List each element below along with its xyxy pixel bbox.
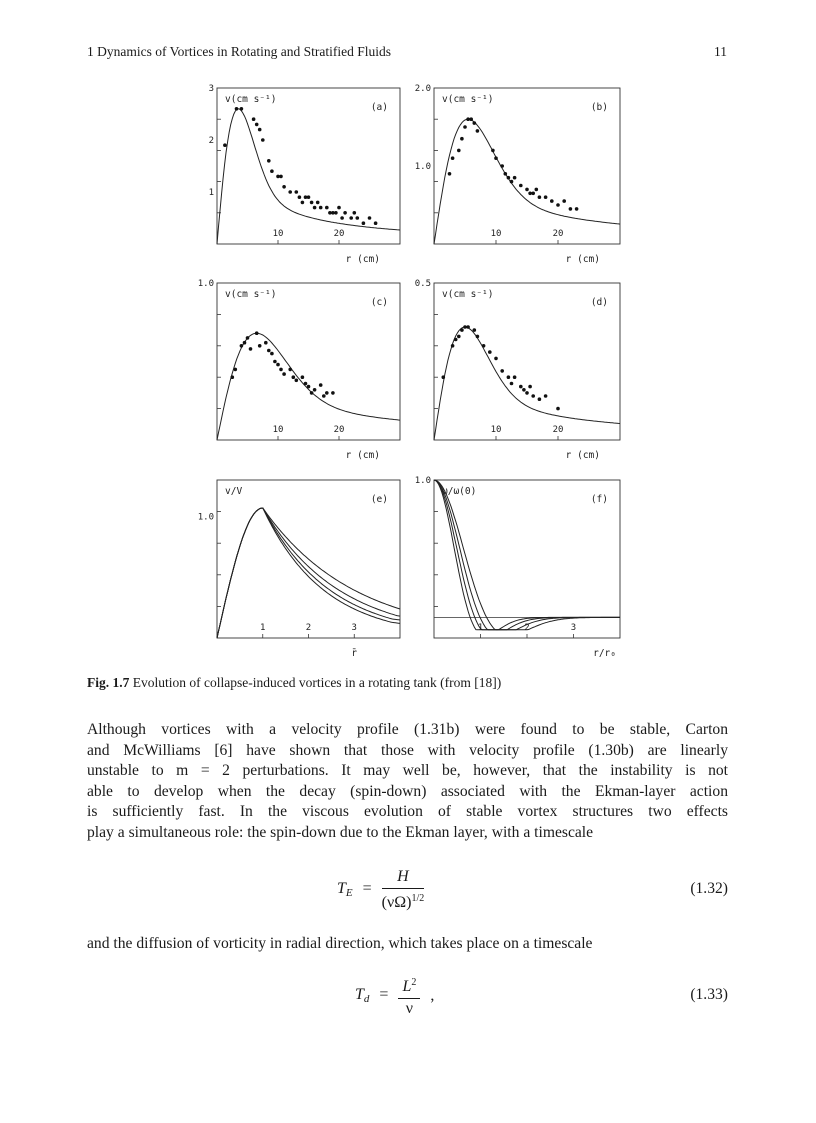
chart-panel-b <box>415 84 620 265</box>
y-axis-label: v/V <box>225 486 243 497</box>
data-point <box>544 195 548 199</box>
data-point <box>519 184 523 188</box>
data-point <box>504 172 508 176</box>
data-point <box>544 394 548 398</box>
data-point <box>513 375 517 379</box>
x-tick-label: 3 <box>570 623 577 633</box>
data-point <box>356 216 360 220</box>
data-point <box>307 195 311 199</box>
y-tick-label: 2 <box>208 136 214 146</box>
text-line: play a simultaneous role: the spin-down due to the Ekman layer, with a timescale <box>87 823 594 841</box>
data-point <box>319 206 323 210</box>
data-point <box>252 117 256 121</box>
eq-fraction <box>398 972 420 1019</box>
eq-trailing-comma: , <box>430 986 435 1004</box>
caption-label: Fig. 1.7 <box>87 675 130 690</box>
y-tick-label: 1.0 <box>414 476 431 486</box>
data-point <box>469 117 473 121</box>
text-line: Although vortices with a velocity profile (1.31b) were found to be stable, Carton <box>87 721 728 738</box>
data-point <box>368 216 372 220</box>
series-line <box>217 508 400 638</box>
data-point <box>258 344 262 348</box>
x-axis-label: r (cm) <box>565 254 600 265</box>
figure-panels <box>190 78 630 668</box>
data-point <box>556 203 560 207</box>
chapter-title: 1 Dynamics of Vortices in Rotating and Stratified Fluids <box>87 44 391 59</box>
x-tick-label: 10 <box>272 425 284 435</box>
figure-1-7 <box>190 78 630 668</box>
y-tick-label: 1.0 <box>197 279 214 289</box>
x-tick-label: 2 <box>524 623 530 633</box>
series-line <box>217 508 400 638</box>
caption-text: Evolution of collapse-induced vortices in a rotating tank (from [18]) <box>132 675 502 690</box>
data-point <box>267 159 271 163</box>
data-point <box>494 357 498 361</box>
data-point <box>235 107 239 111</box>
eq-numerator: H <box>382 866 425 889</box>
equation-1-32 <box>87 866 728 914</box>
data-point <box>307 385 311 389</box>
series-line <box>217 508 400 638</box>
equation-number: (1.32) <box>690 880 728 897</box>
data-point <box>343 211 347 215</box>
eq-numerator: L <box>402 978 412 995</box>
equation-math: $T_d$ = $\frac{L^2}{\nu}$ , <box>355 972 434 1019</box>
chart-panel-a <box>209 84 400 265</box>
data-point <box>510 180 514 184</box>
panel-label: (a) <box>370 102 388 113</box>
equation-number: (1.33) <box>690 986 728 1003</box>
data-point <box>337 206 341 210</box>
panel-label: (c) <box>370 297 388 308</box>
data-point <box>466 325 470 329</box>
data-point <box>538 195 542 199</box>
data-point <box>322 394 326 398</box>
data-point <box>258 128 262 132</box>
data-point <box>310 201 314 205</box>
x-tick-label: 10 <box>490 229 502 239</box>
text-line: is sufficiently fast. In the viscous evolution of stable vortex structures two effects <box>87 803 728 821</box>
data-point <box>473 328 477 332</box>
x-tick-label: 20 <box>552 229 564 239</box>
eq-lhs-sub: d <box>363 993 370 1005</box>
data-point <box>460 137 464 141</box>
data-point <box>325 391 329 395</box>
data-point <box>270 352 274 356</box>
data-point <box>331 391 335 395</box>
y-tick-label: 2.0 <box>414 84 431 94</box>
data-point <box>279 175 283 179</box>
data-point <box>575 207 579 211</box>
x-tick-label: 3 <box>351 623 357 633</box>
data-point <box>240 107 244 111</box>
data-point <box>295 190 299 194</box>
data-point <box>362 221 366 225</box>
y-axis-label: v(cm s⁻¹) <box>225 289 277 300</box>
paragraph-2 <box>87 934 728 955</box>
eq-lhs: T <box>337 880 346 897</box>
data-point <box>454 338 458 342</box>
data-point <box>500 369 504 373</box>
eq-num-sup: 2 <box>411 977 417 988</box>
y-tick-label: 0.5 <box>414 279 431 289</box>
eq-fraction <box>382 866 425 913</box>
data-point <box>569 207 573 211</box>
data-point <box>340 216 344 220</box>
data-point <box>488 350 492 354</box>
y-axis-label: v(cm s⁻¹) <box>225 94 277 105</box>
data-point <box>494 156 498 160</box>
eq-lhs: T <box>355 986 364 1003</box>
x-tick-label: 10 <box>490 425 502 435</box>
data-point <box>349 216 353 220</box>
x-axis-label: r/r₀ <box>593 648 616 659</box>
data-point <box>255 123 259 127</box>
running-head <box>87 44 727 62</box>
data-point <box>240 344 244 348</box>
data-point <box>301 375 305 379</box>
data-point <box>538 397 542 401</box>
data-point <box>273 360 277 364</box>
data-point <box>463 125 467 129</box>
data-point <box>525 188 529 192</box>
data-point <box>270 169 274 173</box>
data-point <box>313 388 317 392</box>
y-tick-label: 3 <box>208 84 214 94</box>
x-tick-label: 20 <box>333 425 345 435</box>
chart-panel-f <box>415 476 620 659</box>
y-tick-label: 1.0 <box>414 162 431 172</box>
eq-denominator: (νΩ) <box>381 894 412 911</box>
chart-panel-d <box>415 279 620 461</box>
data-point <box>255 331 259 335</box>
model-curve <box>434 327 620 440</box>
data-point <box>500 164 504 168</box>
data-point <box>298 195 302 199</box>
x-axis-label: r (cm) <box>565 450 600 461</box>
text-line: unstable to m = 2 perturbations. It may well be, however, that the instability is not <box>87 762 728 780</box>
x-tick-label: 1 <box>477 623 484 633</box>
x-tick-label: 20 <box>333 229 345 239</box>
data-point <box>556 407 560 411</box>
y-axis-label: v(cm s⁻¹) <box>442 94 494 105</box>
data-point <box>451 156 455 160</box>
data-point <box>528 192 532 196</box>
data-point <box>482 344 486 348</box>
eq-lhs-sub: E <box>345 887 353 899</box>
data-point <box>510 382 514 386</box>
data-point <box>353 211 357 215</box>
data-point <box>223 143 227 147</box>
data-point <box>513 176 517 180</box>
data-point <box>451 344 455 348</box>
data-point <box>562 199 566 203</box>
panel-label: (e) <box>370 494 388 505</box>
data-point <box>550 199 554 203</box>
page-number: 11 <box>714 44 727 59</box>
data-point <box>246 336 250 340</box>
x-axis-label: r̄ <box>351 648 358 659</box>
equation-1-33 <box>87 972 728 1020</box>
equation-math: $T_E$ = $\frac{H}{(\nu\Omega)^{1/2}}$ <box>337 868 425 911</box>
data-point <box>535 188 539 192</box>
data-point <box>316 201 320 205</box>
data-point <box>319 383 323 387</box>
x-tick-label: 2 <box>305 623 312 633</box>
data-point <box>301 201 305 205</box>
panel-label: (f) <box>590 494 608 505</box>
x-tick-label: 10 <box>272 229 284 239</box>
data-point <box>334 211 338 215</box>
text-line: and the diffusion of vorticity in radial direction, which takes place on a timescale <box>87 935 593 952</box>
x-tick-label: 20 <box>552 425 564 435</box>
data-point <box>295 379 299 383</box>
data-point <box>442 375 446 379</box>
y-axis-label: ω/ω(0) <box>442 486 477 497</box>
eq-den-sup: 1/2 <box>411 893 425 904</box>
data-point <box>525 391 529 395</box>
data-point <box>491 149 495 153</box>
text-line: and McWilliams [6] have shown that those with velocity profile (1.30b) are linearly <box>87 741 728 759</box>
data-point <box>261 138 265 142</box>
data-point <box>313 206 317 210</box>
data-point <box>267 349 271 353</box>
data-point <box>310 391 314 395</box>
chart-panel-e <box>198 480 400 659</box>
data-point <box>288 368 292 372</box>
data-point <box>264 341 268 345</box>
text-line: able to develop when the decay (spin-down) associated with the Ekman-layer action <box>87 782 728 800</box>
panel-label: (b) <box>590 102 608 113</box>
data-point <box>507 375 511 379</box>
model-curve <box>217 109 400 244</box>
data-point <box>457 335 461 339</box>
data-point <box>519 385 523 389</box>
data-point <box>507 176 511 180</box>
figure-caption <box>87 675 727 691</box>
eq-denominator: ν <box>405 1000 413 1017</box>
data-point <box>473 121 477 125</box>
y-tick-label: 1 <box>208 188 214 198</box>
data-point <box>531 192 535 196</box>
paragraph-1 <box>87 720 728 844</box>
data-point <box>304 382 308 386</box>
data-point <box>282 185 286 189</box>
y-tick-label: 1.0 <box>197 512 214 523</box>
x-axis-label: r (cm) <box>345 450 380 461</box>
data-point <box>249 347 253 351</box>
data-point <box>531 394 535 398</box>
data-point <box>374 221 378 225</box>
panel-label: (d) <box>590 297 608 308</box>
data-point <box>234 368 238 372</box>
data-point <box>448 172 452 176</box>
data-point <box>325 206 329 210</box>
data-point <box>288 190 292 194</box>
data-point <box>276 363 280 367</box>
data-point <box>460 328 464 332</box>
data-point <box>476 335 480 339</box>
x-axis-label: r (cm) <box>345 254 380 265</box>
data-point <box>466 117 470 121</box>
data-point <box>463 325 467 329</box>
data-point <box>231 375 235 379</box>
data-point <box>528 385 532 389</box>
data-point <box>282 372 286 376</box>
x-tick-label: 1 <box>260 623 266 633</box>
data-point <box>522 388 526 392</box>
data-point <box>292 375 296 379</box>
series-line <box>217 508 400 638</box>
y-axis-label: v(cm s⁻¹) <box>442 289 494 300</box>
data-point <box>457 149 461 153</box>
chart-panel-c <box>198 279 400 461</box>
data-point <box>243 341 247 345</box>
data-point <box>279 368 283 372</box>
data-point <box>476 129 480 133</box>
